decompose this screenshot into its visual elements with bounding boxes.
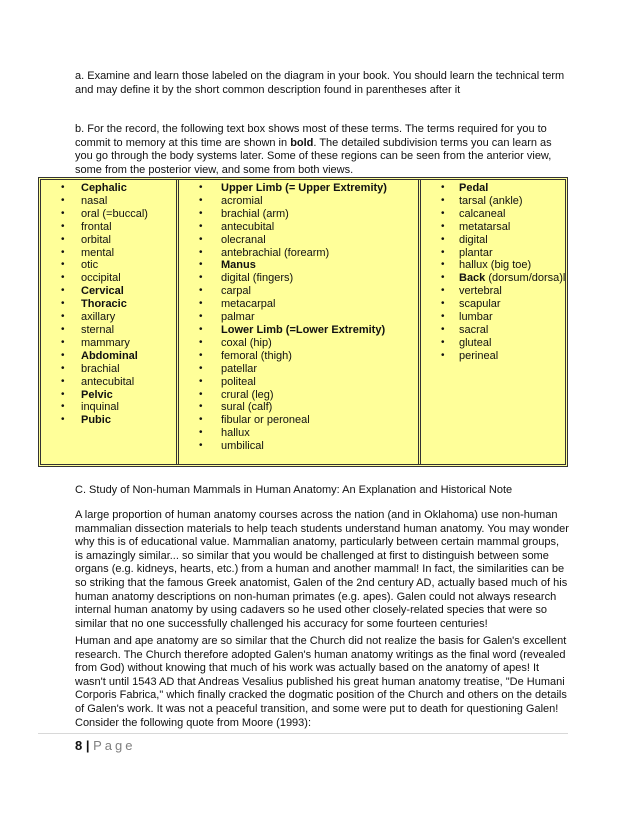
term-list-item <box>179 414 418 427</box>
term-list-item <box>421 234 565 247</box>
bullet-icon: • <box>61 259 65 271</box>
term-text: Pelvic <box>81 388 113 401</box>
term-text: digital <box>459 233 488 246</box>
term-list-item <box>41 195 176 208</box>
bullet-icon: • <box>441 194 445 206</box>
term-text: plantar <box>459 246 493 259</box>
term-list-item <box>421 337 565 350</box>
term-list-item <box>41 234 176 247</box>
bullet-icon: • <box>199 362 203 374</box>
term-list-item <box>179 234 418 247</box>
term-text: Abdominal <box>81 349 138 362</box>
term-text: metatarsal <box>459 220 511 233</box>
term-list-item <box>179 272 418 285</box>
term-list-item <box>421 285 565 298</box>
term-list-item <box>41 414 176 427</box>
term-text: patellar <box>221 362 258 375</box>
term-text: coxal (hip) <box>221 336 272 349</box>
term-text: sternal <box>81 323 115 336</box>
bullet-icon: • <box>199 259 203 271</box>
bullet-icon: • <box>61 182 65 193</box>
term-text: Lower Limb (=Lower Extremity) <box>221 323 386 336</box>
bullet-icon: • <box>199 207 203 219</box>
term-text: tarsal (ankle) <box>459 194 523 207</box>
bullet-icon: • <box>441 311 445 323</box>
term-list-item <box>421 298 565 311</box>
paragraph-b-text-end: . The detailed subdivision terms you can learn as you go through the body systems later. Some of these regions can be seen from the anterior view, some from the posterior view, and some from both views. <box>75 136 552 176</box>
term-text: Pedal <box>459 182 489 194</box>
term-text: vertebral <box>459 285 502 298</box>
terms-column-pedal-back <box>421 180 565 464</box>
instruction-paragraph-b <box>75 123 570 177</box>
paragraph-b-text-start: b. For the record, the following text box shows most of these terms. The terms required for you to commit to memory at this time are shown in <box>75 123 547 149</box>
term-text: inquinal <box>81 401 119 414</box>
bullet-icon: • <box>441 285 445 297</box>
term-list-item <box>41 337 176 350</box>
term-list-item <box>421 221 565 234</box>
term-list-item <box>41 376 176 389</box>
term-list-item <box>421 259 565 272</box>
bullet-icon: • <box>61 194 65 206</box>
term-list-item <box>179 350 418 363</box>
bullet-icon: • <box>61 323 65 335</box>
bullet-icon: • <box>61 272 65 284</box>
term-text: crural (leg) <box>221 388 274 401</box>
term-text: frontal <box>81 220 112 233</box>
term-list-item <box>41 389 176 402</box>
term-text: metacarpal <box>221 298 276 311</box>
bullet-icon: • <box>199 182 203 193</box>
term-list-item <box>179 208 418 221</box>
bullet-icon: • <box>441 259 445 271</box>
bullet-icon: • <box>61 207 65 219</box>
term-list-item <box>179 259 418 272</box>
term-text: Thoracic <box>81 298 127 311</box>
bullet-icon: • <box>61 414 65 426</box>
term-text: oral (=buccal) <box>81 207 148 220</box>
term-list-item <box>179 324 418 337</box>
term-text: Cervical <box>81 285 124 298</box>
term-text: umbilical <box>221 440 264 453</box>
bullet-icon: • <box>199 233 203 245</box>
term-list-item <box>179 311 418 324</box>
bullet-icon: • <box>441 207 445 219</box>
term-text: scapular <box>459 298 501 311</box>
term-list-item <box>421 350 565 363</box>
term-list-item <box>421 247 565 260</box>
term-list-item <box>179 440 418 453</box>
term-list-item <box>41 259 176 272</box>
term-text: orbital <box>81 233 111 246</box>
term-text: antecubital <box>81 375 135 388</box>
bullet-icon: • <box>61 220 65 232</box>
term-text: calcaneal <box>459 207 506 220</box>
bullet-icon: • <box>61 362 65 374</box>
term-list-item <box>41 401 176 414</box>
bullet-icon: • <box>61 311 65 323</box>
term-list-item <box>41 324 176 337</box>
bullet-icon: • <box>61 246 65 258</box>
term-text: hallux <box>221 427 250 440</box>
bullet-icon: • <box>199 246 203 258</box>
term-text: brachial (arm) <box>221 207 289 220</box>
bullet-icon: • <box>199 298 203 310</box>
term-text: lumbar <box>459 311 493 324</box>
term-text: Upper Limb (= Upper Extremity) <box>221 182 387 194</box>
term-text: mammary <box>81 336 130 349</box>
term-list-item <box>421 182 565 195</box>
bullet-icon: • <box>441 220 445 232</box>
term-list-item <box>421 311 565 324</box>
term-text: antebrachial (forearm) <box>221 246 330 259</box>
term-text: Cephalic <box>81 182 127 194</box>
term-text: acromial <box>221 194 263 207</box>
bullet-icon: • <box>441 349 445 361</box>
bullet-icon: • <box>199 336 203 348</box>
term-text: occipital <box>81 272 121 285</box>
paragraph-b-bold-word: bold <box>290 136 314 149</box>
terms-column-limbs <box>179 180 421 464</box>
term-list-item <box>179 285 418 298</box>
bullet-icon: • <box>199 311 203 323</box>
term-text: Pubic <box>81 414 111 427</box>
bullet-icon: • <box>441 182 445 193</box>
bullet-icon: • <box>199 401 203 413</box>
bullet-icon: • <box>199 194 203 206</box>
term-text: Back <box>459 272 486 285</box>
term-list-item <box>179 195 418 208</box>
term-text: politeal <box>221 375 256 388</box>
term-list-item <box>179 298 418 311</box>
term-list-item <box>179 337 418 350</box>
bullet-icon: • <box>61 298 65 310</box>
bullet-icon: • <box>61 285 65 297</box>
term-text: sural (calf) <box>221 401 273 414</box>
historical-note-paragraph-1: A large proportion of human anatomy courses across the nation (and in Oklahoma) use non-human mammalian dissection materials to help teach students understand human anatomy. You may wonder why this is of educational value. Mammalian anatomy, particularly between certain mammal groups, is amazingly similar... so similar that you would be challenged at first to distinguish between some organs (e.g. kidneys, hearts, etc.) from a human and another mammal! In fact, the similarities can be so striking that the famous Greek anatomist, Galen of the 2nd century AD, actually based much of his human anatomy descriptions on non-human primates (e.g. apes). Galen could not always research internal human anatomy by using cadavers so he used other closely-related species that were so similar that no one successfully challenged his accuracy for some fourteen centuries! <box>75 509 569 630</box>
term-list-item <box>41 298 176 311</box>
footer-separator: | <box>85 738 90 753</box>
term-list-item <box>41 221 176 234</box>
term-text: olecranal <box>221 233 266 246</box>
instruction-paragraph-a: a. Examine and learn those labeled on the diagram in your book. You should learn the technical term and may define it by the short common description found in parentheses after it <box>75 70 565 96</box>
term-list-item <box>179 182 418 195</box>
term-text: otic <box>81 259 99 272</box>
term-text: femoral (thigh) <box>221 349 292 362</box>
term-text: palmar <box>221 311 255 324</box>
term-list-item <box>41 272 176 285</box>
terms-column-head-trunk <box>41 180 179 464</box>
term-list-item <box>41 311 176 324</box>
term-list-item <box>421 324 565 337</box>
page-footer <box>75 738 136 753</box>
bullet-icon: • <box>61 233 65 245</box>
term-list-item <box>179 401 418 414</box>
term-text: perineal <box>459 349 499 362</box>
bullet-icon: • <box>199 375 203 387</box>
term-list-item <box>41 285 176 298</box>
bullet-icon: • <box>441 246 445 258</box>
bullet-icon: • <box>199 349 203 361</box>
term-text: antecubital <box>221 220 275 233</box>
bullet-icon: • <box>441 272 445 284</box>
bullet-icon: • <box>61 388 65 400</box>
term-list-item <box>179 376 418 389</box>
term-list-item <box>421 272 565 285</box>
term-text: mental <box>81 246 115 259</box>
term-list-item <box>179 389 418 402</box>
term-list-item <box>41 350 176 363</box>
term-suffix: (dorsum/dorsa)l <box>485 272 566 285</box>
anatomical-terms-box <box>38 177 568 467</box>
bullet-icon: • <box>199 285 203 297</box>
bullet-icon: • <box>199 440 203 452</box>
term-text: sacral <box>459 323 489 336</box>
bullet-icon: • <box>199 427 203 439</box>
bullet-icon: • <box>199 388 203 400</box>
bullet-icon: • <box>199 220 203 232</box>
page-number: 8 <box>75 738 83 753</box>
term-text: digital (fingers) <box>221 272 294 285</box>
footer-divider <box>38 733 568 734</box>
term-text: hallux (big toe) <box>459 259 532 272</box>
term-list-item <box>179 427 418 440</box>
bullet-icon: • <box>61 375 65 387</box>
bullet-icon: • <box>441 323 445 335</box>
section-c-title: C. Study of Non-human Mammals in Human Anatomy: An Explanation and Historical Note <box>75 484 513 496</box>
term-list-item <box>179 247 418 260</box>
term-list-item <box>41 247 176 260</box>
term-list-item <box>41 363 176 376</box>
bullet-icon: • <box>441 233 445 245</box>
term-text: Manus <box>221 259 256 272</box>
term-list-item <box>41 208 176 221</box>
page-label: Page <box>93 738 136 753</box>
term-list-item <box>41 182 176 195</box>
term-list-item <box>179 221 418 234</box>
term-text: brachial <box>81 362 120 375</box>
term-text: nasal <box>81 194 108 207</box>
term-list-item <box>421 195 565 208</box>
bullet-icon: • <box>199 323 203 335</box>
historical-note-paragraph-2: Human and ape anatomy are so similar that the Church did not realize the basis for Galen's excellent research. The Church therefore adopted Galen's human anatomy writings as the final word (revealed from God) without knowing that much of his work was actually based on the anatomy of apes! It wasn't until 1543 AD that Andreas Vesalius published his great human anatomy treatise, "De Humani Corporis Fabrica," which finally cracked the dogmatic position of the Church and others on the details of Galen's work. It was not a peaceful transition, and some were put to death for questioning Galen! Consider the following quote from Moore (1993): <box>75 635 567 729</box>
bullet-icon: • <box>441 298 445 310</box>
term-text: fibular or peroneal <box>221 414 310 427</box>
term-text: carpal <box>221 285 251 298</box>
term-list-item <box>179 363 418 376</box>
bullet-icon: • <box>61 336 65 348</box>
bullet-icon: • <box>61 349 65 361</box>
term-text: axillary <box>81 311 116 324</box>
bullet-icon: • <box>199 272 203 284</box>
bullet-icon: • <box>61 401 65 413</box>
term-list-item <box>421 208 565 221</box>
term-text: gluteal <box>459 336 492 349</box>
bullet-icon: • <box>441 336 445 348</box>
bullet-icon: • <box>199 414 203 426</box>
